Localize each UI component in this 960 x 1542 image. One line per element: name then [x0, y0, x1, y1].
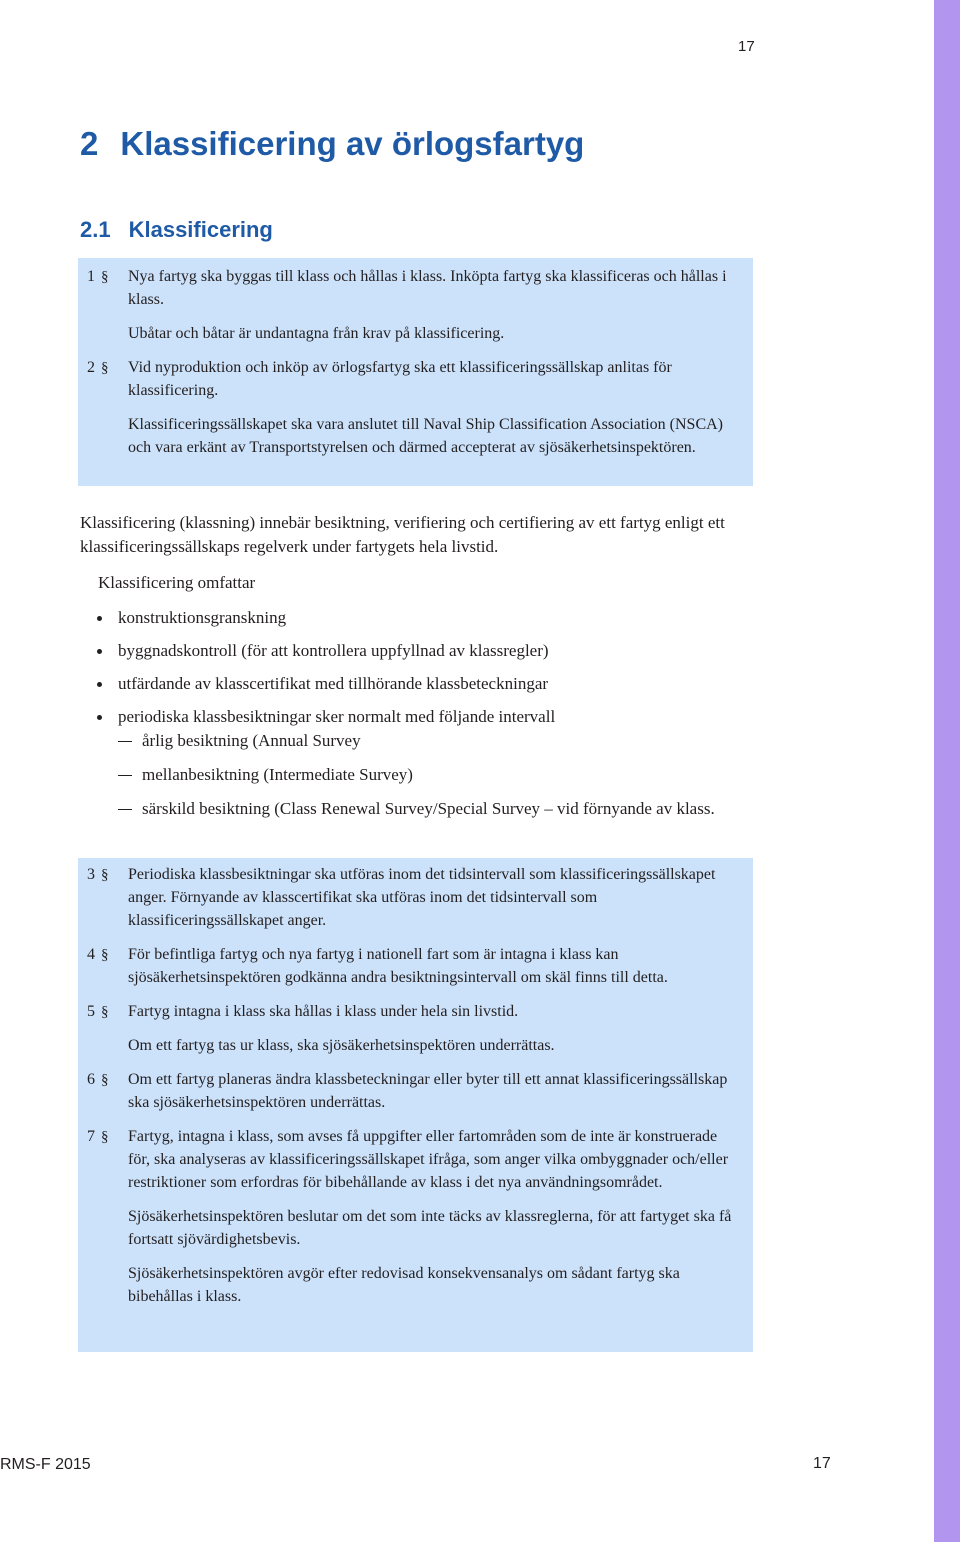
- rule-number: 6: [87, 1071, 95, 1088]
- rule-number: 5: [87, 1003, 95, 1020]
- sub-list: [118, 729, 742, 821]
- paragraph-symbol: §: [101, 360, 109, 376]
- rule-marker: [87, 1068, 127, 1092]
- rule-marker: [87, 265, 127, 289]
- rule-number: 3: [87, 866, 95, 883]
- list-item: utfärdande av klasscertifikat med tillhörande klassbeteckningar: [92, 672, 742, 696]
- list-item-text: periodiska klassbesiktningar sker normalt med följande intervall: [118, 707, 556, 726]
- rule-text: Om ett fartyg planeras ändra klassbeteckningar eller byter till ett annat klassificeringssällskap ska sjösäkerhetsinspektören underrättas.: [128, 1071, 728, 1111]
- list-intro: Klassificering omfattar: [98, 573, 256, 592]
- rule-6: [87, 1068, 739, 1114]
- rule-number: 1: [87, 268, 95, 285]
- rule-marker: [87, 1125, 127, 1149]
- paragraph-symbol: §: [101, 947, 109, 963]
- rule-marker: [87, 943, 127, 967]
- rule-text: Ubåtar och båtar är undantagna från krav på klassificering.: [128, 325, 505, 342]
- rule-text: Nya fartyg ska byggas till klass och hållas i klass. Inköpta fartyg ska klassificeras och hållas i klass.: [128, 268, 727, 308]
- rule-marker: [87, 863, 127, 887]
- rule-text: Periodiska klassbesiktningar ska utföras inom det tidsintervall som klassificeringssällskapet anger. Förnyande av klasscertifikat ska utföras inom det tidsintervall som klassificeringssällskapet anger.: [128, 866, 716, 929]
- sub-list-item: årlig besiktning (Annual Survey: [118, 729, 742, 753]
- list-item: [92, 705, 742, 821]
- rule-text: Fartyg, intagna i klass, som avses få uppgifter eller fartområden som de inte är konstruerade för, ska analyseras av klassificeringssällskapet ifråga, som anger vilka ombyggnader och/eller restriktioner som erfordras för bibehållande av klass i det nya användningsområdet.: [128, 1128, 729, 1191]
- bullet-list: [92, 606, 742, 830]
- rule-7: [87, 1125, 739, 1308]
- sub-list-item: mellanbesiktning (Intermediate Survey): [118, 763, 742, 787]
- body-paragraph: [80, 511, 760, 559]
- rule-number: 7: [87, 1128, 95, 1145]
- paragraph-symbol: §: [101, 1129, 109, 1145]
- paragraph-symbol: §: [101, 269, 109, 285]
- rule-text: Sjösäkerhetsinspektören avgör efter redovisad konsekvensanalys om sådant fartyg ska bibehållas i klass.: [128, 1265, 680, 1305]
- sub-list-item: särskild besiktning (Class Renewal Survey/Special Survey – vid förnyande av klass.: [118, 797, 742, 821]
- rule-5: [87, 1000, 739, 1057]
- rule-number: 4: [87, 946, 95, 963]
- section-title: [80, 214, 273, 246]
- rules-box-2: [78, 858, 753, 1352]
- paragraph-symbol: §: [101, 1072, 109, 1088]
- body-paragraph-text: Klassificering (klassning) innebär besiktning, verifiering och certifiering av ett fartyg enligt ett klassificeringssällskaps regelverk under fartygets hela livstid.: [80, 513, 725, 556]
- rule-3: [87, 863, 739, 932]
- paragraph-symbol: §: [101, 1004, 109, 1020]
- footer-page-number: 17: [813, 1455, 831, 1472]
- chapter-title: [80, 122, 584, 166]
- list-item: konstruktionsgranskning: [92, 606, 742, 630]
- rule-text: För befintliga fartyg och nya fartyg i nationell fart som är intagna i klass kan sjösäkerhetsinspektören godkänna andra besiktningsintervall om skäl finns till detta.: [128, 946, 668, 986]
- section-number: 2.1: [80, 217, 111, 242]
- rule-marker: [87, 356, 127, 380]
- chapter-title-text: Klassificering av örlogsfartyg: [120, 125, 585, 162]
- rule-1: [87, 265, 739, 345]
- rules-box-1: [78, 258, 753, 486]
- side-color-bar: [934, 0, 960, 1542]
- rule-marker: [87, 1000, 127, 1024]
- paragraph-symbol: §: [101, 867, 109, 883]
- rule-number: 2: [87, 359, 95, 376]
- footer-document-id: RMS-F 2015: [0, 1456, 91, 1473]
- rule-2: [87, 356, 739, 459]
- rule-text: Klassificeringssällskapet ska vara anslutet till Naval Ship Classification Association (NSCA) och vara erkänt av Transportstyrelsen och därmed accepterat av sjösäkerhetsinspektören.: [128, 416, 724, 456]
- rule-text: Om ett fartyg tas ur klass, ska sjösäkerhetsinspektören underrättas.: [128, 1037, 555, 1054]
- page-number-header: 17: [738, 38, 755, 55]
- rule-4: [87, 943, 739, 989]
- rule-text: Fartyg intagna i klass ska hållas i klass under hela sin livstid.: [128, 1003, 519, 1020]
- rule-text: Vid nyproduktion och inköp av örlogsfartyg ska ett klassificeringssällskap anlitas för klassificering.: [128, 359, 672, 399]
- chapter-number: 2: [80, 125, 99, 162]
- section-title-text: Klassificering: [128, 217, 273, 242]
- rule-text: Sjösäkerhetsinspektören beslutar om det som inte täcks av klassreglerna, för att fartyget ska få fortsatt sjövärdighetsbevis.: [128, 1208, 732, 1248]
- list-item: byggnadskontroll (för att kontrollera uppfyllnad av klassregler): [92, 639, 742, 663]
